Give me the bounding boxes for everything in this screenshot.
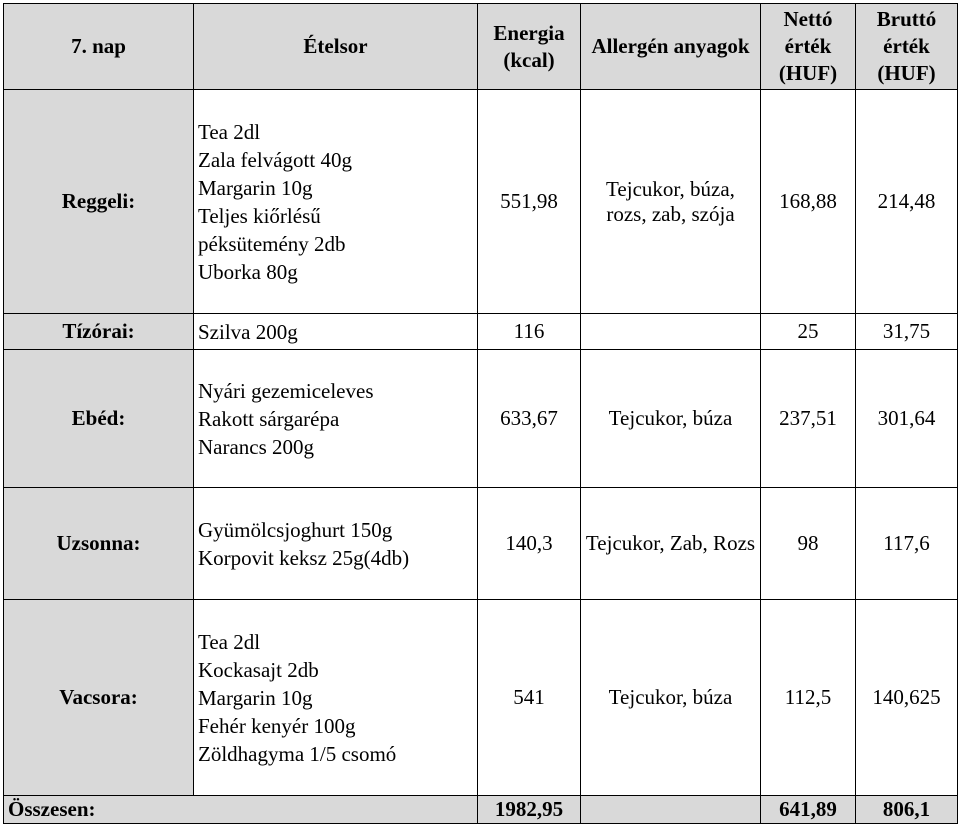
allergens-value — [581, 314, 761, 350]
dish-item: Teljes kiőrlésű — [198, 203, 321, 228]
meal-row-tizorai — [4, 314, 958, 350]
energy-value: 541 — [478, 600, 581, 796]
total-gross: 806,1 — [856, 796, 958, 824]
dish-item: Tea 2dl — [198, 629, 261, 654]
dish-list — [194, 90, 478, 314]
dish-list — [194, 350, 478, 488]
gross-value: 140,625 — [856, 600, 958, 796]
total-row — [4, 796, 958, 824]
dish-item: Korpovit keksz 25g(4db) — [198, 545, 410, 570]
meal-name: Reggeli: — [4, 90, 194, 314]
dish-item: Nyári gezemiceleves — [198, 378, 374, 403]
dish-item: Rakott sárgarépa — [198, 406, 340, 431]
header-row — [4, 4, 958, 90]
dish-item: Margarin 10g — [198, 175, 313, 200]
energy-header: Energia (kcal) — [478, 4, 581, 90]
dish-item: Uborka 80g — [198, 259, 298, 284]
dish-item: péksütemény 2db — [198, 231, 346, 256]
dish-item: Zöldhagyma 1/5 csomó — [198, 741, 397, 766]
total-allergens-blank — [581, 796, 761, 824]
menu-table — [3, 3, 958, 824]
dish-item: Kockasajt 2db — [198, 657, 319, 682]
energy-value: 140,3 — [478, 488, 581, 600]
meal-row-reggeli — [4, 90, 958, 314]
net-header: Nettó érték (HUF) — [761, 4, 856, 90]
dish-list — [194, 600, 478, 796]
menu-header: Ételsor — [194, 4, 478, 90]
allergens-value: Tejcukor, búza, rozs, zab, szója — [581, 90, 761, 314]
total-energy: 1982,95 — [478, 796, 581, 824]
meal-name: Vacsora: — [4, 600, 194, 796]
energy-value: 633,67 — [478, 350, 581, 488]
gross-value: 214,48 — [856, 90, 958, 314]
dish-item: Tea 2dl — [198, 119, 261, 144]
meal-row-vacsora — [4, 600, 958, 796]
gross-value: 301,64 — [856, 350, 958, 488]
dish-list — [194, 488, 478, 600]
meal-name: Tízórai: — [4, 314, 194, 350]
dish-item: Zala felvágott 40g — [198, 147, 352, 172]
dish-item: Szilva 200g — [198, 319, 298, 344]
allergens-value: Tejcukor, búza — [581, 350, 761, 488]
net-value: 112,5 — [761, 600, 856, 796]
gross-value: 31,75 — [856, 314, 958, 350]
net-value: 168,88 — [761, 90, 856, 314]
energy-value: 551,98 — [478, 90, 581, 314]
dish-item: Margarin 10g — [198, 685, 313, 710]
gross-value: 117,6 — [856, 488, 958, 600]
allergens-value: Tejcukor, Zab, Rozs — [581, 488, 761, 600]
energy-value: 116 — [478, 314, 581, 350]
dish-list — [194, 314, 478, 350]
dish-item: Narancs 200g — [198, 434, 315, 459]
net-value: 237,51 — [761, 350, 856, 488]
day-header: 7. nap — [4, 4, 194, 90]
allergens-value: Tejcukor, búza — [581, 600, 761, 796]
total-label: Összesen: — [4, 796, 478, 824]
meal-name: Ebéd: — [4, 350, 194, 488]
net-value: 98 — [761, 488, 856, 600]
meal-name: Uzsonna: — [4, 488, 194, 600]
dish-item: Fehér kenyér 100g — [198, 713, 356, 738]
gross-header: Bruttó érték (HUF) — [856, 4, 958, 90]
net-value: 25 — [761, 314, 856, 350]
meal-row-uzsonna — [4, 488, 958, 600]
meal-row-ebed — [4, 350, 958, 488]
allergens-header: Allergén anyagok — [581, 4, 761, 90]
total-net: 641,89 — [761, 796, 856, 824]
dish-item: Gyümölcsjoghurt 150g — [198, 517, 393, 542]
